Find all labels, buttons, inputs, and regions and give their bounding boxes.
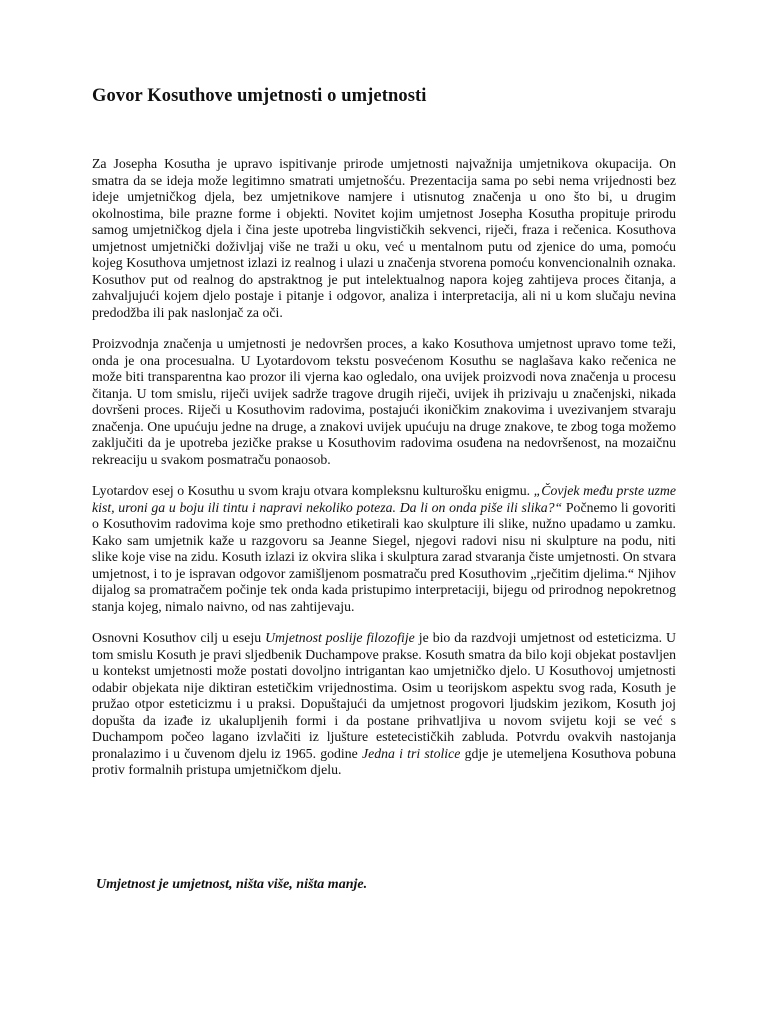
document-title: Govor Kosuthove umjetnosti o umjetnosti bbox=[92, 86, 427, 106]
artwork-title: Jedna i tri stolice bbox=[361, 745, 461, 761]
paragraph-4-end: gdje je utemeljena Kosuthova pobuna protiv formalnih pristupa umjetničkom djelu. bbox=[92, 745, 676, 777]
paragraph-4-middle: je bio da razdvoji umjetnost od esteticizma. U tom smislu Kosuth je pravi sljedbenik Duchampove prakse. Kosuth smatra da bilo koji objekat postavljen u kontekst umjetnosti može postati dovoljno intrigantan kao umjetničko djelo. U Kosuthovoj umjetnosti odabir objekata nije diktiran estetičkim vrijednostima. Osim u teorijskom aspektu svog rada, Kosuth je pružao otpor esteticizmu i u praksi. Dopuštajući da umjetnost progovori ljudskim jezikom, Kosuth joj dopušta da izađe iz ukalupljenih formi i da postane prihvatljiva u novom svijetu koji se već s Duchampom počeo lagano izvlačiti iz ljušture estetecističkih zabluda. Potvrdu ovakvih nastojanja pronalazimo i u čuvenom djelu iz 1965. godine bbox=[92, 630, 676, 761]
paragraph-4 bbox=[92, 630, 676, 779]
lyotard-quote: „Čovjek među prste uzme kist, uroni ga u boju ili tintu i napravi nekoliko poteza. Da li on onda piše ili slika?“ bbox=[92, 483, 676, 515]
closing-line: Umjetnost je umjetnost, ništa više, ništa manje. bbox=[96, 877, 368, 892]
paragraph-1: Za Josepha Kosutha je upravo ispitivanje prirode umjetnosti najvažnija umjetnikova okupacija. On smatra da se ideja može legitimno smatrati umjetnošću. Prezentacija sama po sebi nema vrijednosti bez ideje umjetničkog djela, bez umjetnikove namjere i utisnutog značenja u ono što bi, u drugim okolnostima, bile prazne forme i objekti. Novitet kojim umjetnost Josepha Kosutha propituje prirodu samog umjetničkog djela i čina jeste upotreba lingvističkih sekvenci, riječi, fraza i rečenica. Kosuthova umjetnost umjetnički doživljaj više ne traži u oku, već u mentalnom putu od zjenice do uma, pomoću kojeg Kosuthova umjetnost izlazi iz realnog i ulazi u značenja stvorena pomoću konvencionalnih oznaka. Kosuthov put od realnog do apstraktnog je put intelektualnog napora kojeg zahtijeva proces čitanja, a zahvaljujući kojem djelo postaje i pitanje i odgovor, analiza i interpretacija, ali ni u kom slučaju nevina predodžba ili pak naslonjač za oči. bbox=[92, 156, 676, 320]
paragraph-3-end: Počnemo li govoriti o Kosuthovim radovima koje smo prethodno etiketirali kao skulpture ili slike, nužno upadamo u zamku. Kako sam umjetnik kaže u razgovoru sa Jeanne Siegel, njegovi radovi nisu ni skulpture na podu, niti slike koje vise na zidu. Kosuth izlazi iz okvira slika i skulptura zarad stvaranja čiste umjetnosti. On stvara umjetnost, i to je ispravan odgovor zamišljenom posmatraču pred Kosuthovim „rječitim djelima.“ Njihov dijalog sa promatračem počinje tek onda kada pristupimo interpretaciji, bijegu od prirodnog nepokretnog stanja kojeg, nimalo naivno, od nas zahtijevaju. bbox=[92, 499, 676, 614]
paragraph-3 bbox=[92, 483, 676, 615]
essay-title: Umjetnost poslije filozofije bbox=[265, 630, 415, 645]
document-body bbox=[92, 156, 676, 794]
paragraph-2: Proizvodnja značenja u umjetnosti je nedovršen proces, a kako Kosuthova umjetnost upravo tome teži, onda je ona procesualna. U Lyotardovom tekstu posvećenom Kosuthu se naglašava kako rečenica ne može biti transparentna kao prozor ili vjerna kao ogledalo, ona uvijek proizvodi nova značenja u procesu čitanja. U tom smislu, riječi uvijek sadrže tragove drugih riječi, uvijek ih prizivaju u značenjski, nikada dovršeni proces. Riječi u Kosuthovim radovima, postajući ikoničkim znakovima i uvezivanjem stvaraju značenja. One upućuju jedne na druge, a znakovi uvijek upućuju na druge znakove, te zbog toga možemo zaključiti da je upotreba jezičke prakse u Kosuthovim radovima osuđena na nedovršenost, na mozaičnu rekreaciju u svakom posmatraču ponaosob. bbox=[92, 336, 676, 467]
paragraph-3-start: Lyotardov esej o Kosuthu u svom kraju otvara kompleksnu kulturošku enigmu. bbox=[92, 483, 534, 498]
paragraph-4-start: Osnovni Kosuthov cilj u eseju bbox=[92, 630, 266, 645]
